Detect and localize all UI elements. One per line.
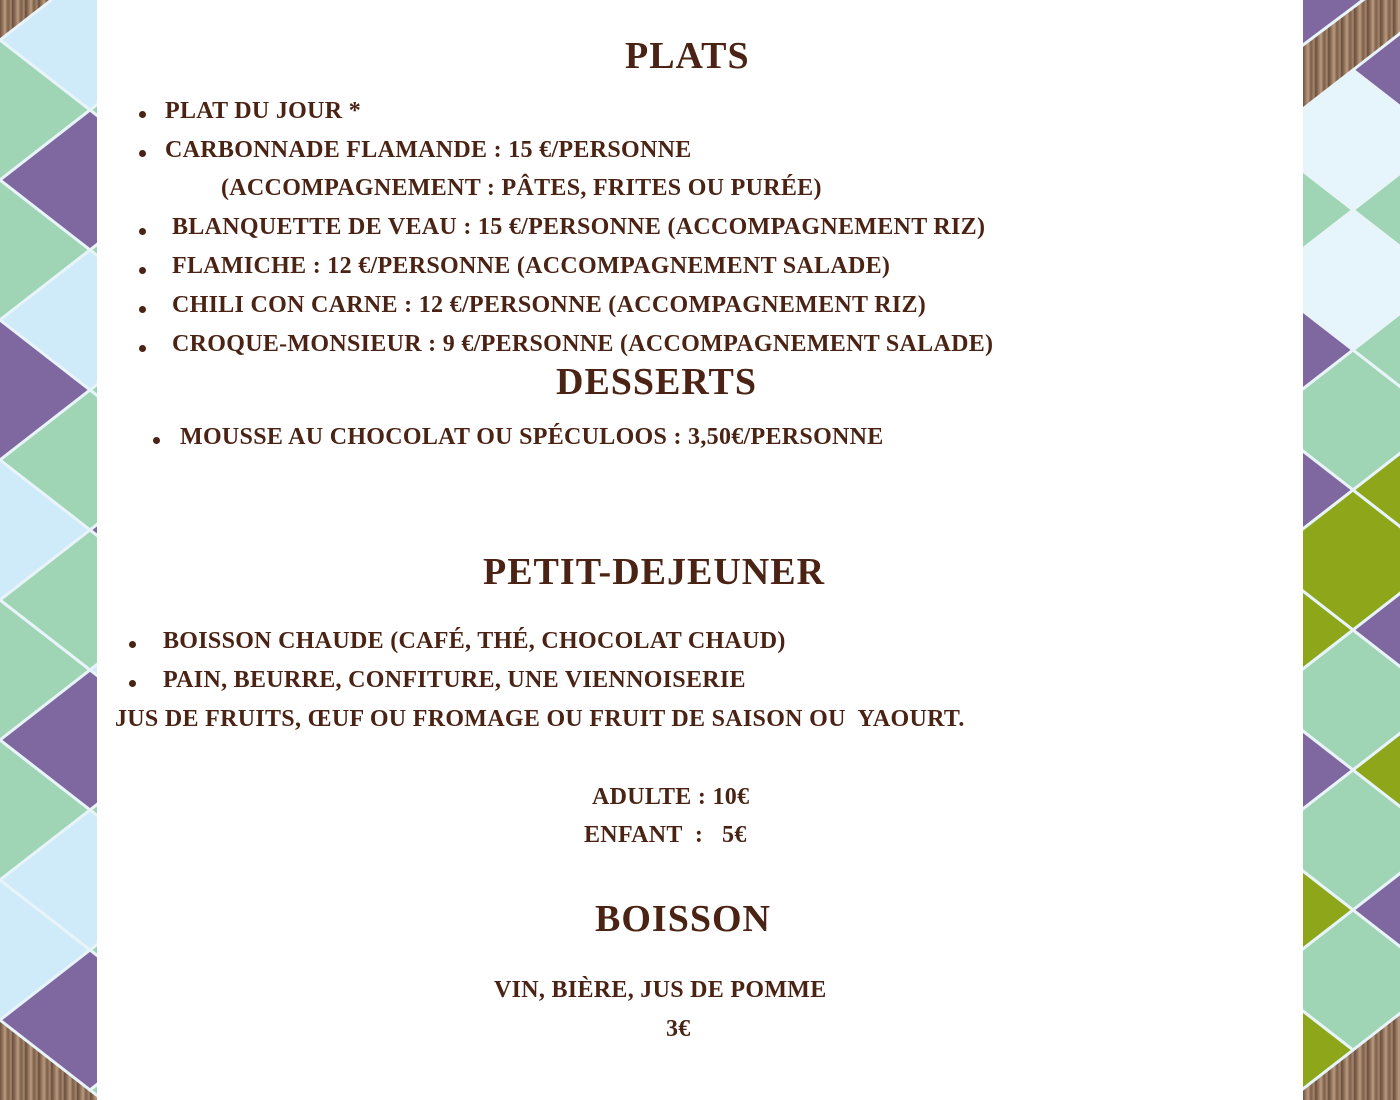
bullet-icon (129, 680, 136, 687)
harlequin-pattern-left (0, 0, 97, 1100)
plats-item-flamiche: FLAMICHE : 12 €/PERSONNE (ACCOMPAGNEMENT SALADE) (172, 253, 891, 279)
boisson-price: 3€ (666, 1016, 691, 1042)
plats-item-croque: CROQUE-MONSIEUR : 9 €/PERSONNE (ACCOMPAGNEMENT SALADE) (172, 331, 994, 357)
price-enfant: ENFANT : 5€ (584, 822, 747, 848)
section-title-boisson: BOISSON (595, 898, 771, 940)
petit-dejeuner-item-boisson: BOISSON CHAUDE (CAFÉ, THÉ, CHOCOLAT CHAUD) (163, 628, 786, 654)
bullet-icon (139, 228, 146, 235)
petit-dejeuner-extra: JUS DE FRUITS, ŒUF OU FROMAGE OU FRUIT DE SAISON OU YAOURT. (115, 706, 965, 732)
menu-page (97, 0, 1303, 1100)
bullet-icon (129, 641, 136, 648)
bullet-icon (139, 345, 146, 352)
bullet-icon (153, 437, 160, 444)
plats-item-chili: CHILI CON CARNE : 12 €/PERSONNE (ACCOMPAGNEMENT RIZ) (172, 292, 927, 318)
bullet-icon (139, 306, 146, 313)
harlequin-pattern-right (1303, 0, 1400, 1100)
section-title-petit-dejeuner: PETIT-DEJEUNER (483, 551, 826, 593)
plats-item-blanquette: BLANQUETTE DE VEAU : 15 €/PERSONNE (ACCOMPAGNEMENT RIZ) (172, 214, 986, 240)
section-title-plats: PLATS (625, 35, 750, 77)
right-decorative-border (1303, 0, 1400, 1100)
section-title-desserts: DESSERTS (556, 361, 757, 403)
left-decorative-border (0, 0, 97, 1100)
plats-item-carbonnade: CARBONNADE FLAMANDE : 15 €/PERSONNE (165, 137, 692, 163)
petit-dejeuner-item-pain: PAIN, BEURRE, CONFITURE, UNE VIENNOISERIE (163, 667, 746, 693)
desserts-item-mousse: MOUSSE AU CHOCOLAT OU SPÉCULOOS : 3,50€/PERSONNE (180, 424, 884, 450)
bullet-icon (139, 267, 146, 274)
boisson-items: VIN, BIÈRE, JUS DE POMME (494, 977, 827, 1003)
plats-item-carbonnade-accompaniment: (ACCOMPAGNEMENT : PÂTES, FRITES OU PURÉE) (221, 175, 822, 201)
price-adulte: ADULTE : 10€ (592, 784, 750, 810)
bullet-icon (139, 150, 146, 157)
bullet-icon (139, 111, 146, 118)
plats-item-plat-du-jour: PLAT DU JOUR * (165, 98, 361, 124)
